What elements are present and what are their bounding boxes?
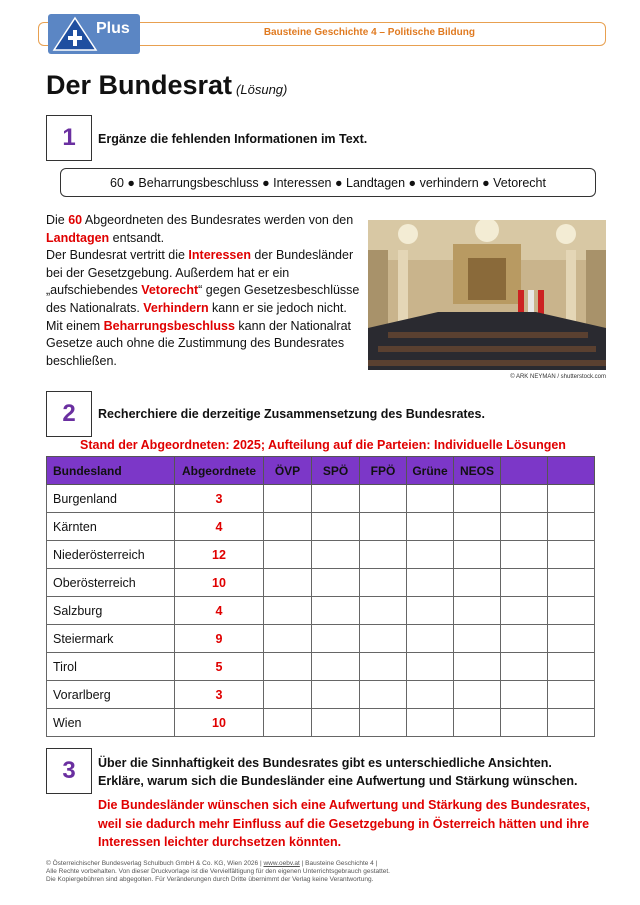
party-cell[interactable] — [264, 653, 312, 681]
footer: © Österreichischer Bundesverlag Schulbuch GmbH & Co. KG, Wien 2026 | www.oebv.at | Bausteine Geschichte 4 | Alle Rechte vorbehalten. Von dieser Druckvorlage ist die Vervielfältigung für den eigenen Unterrichtsgebrauch gestattet. Die Kopiergebühren sind abgegolten. Für Veränderungen durch Dritte übernimmt der Verlag keine Verantwortung. — [46, 860, 390, 883]
party-cell[interactable] — [312, 681, 360, 709]
column-header — [548, 457, 595, 485]
party-cell[interactable] — [407, 709, 454, 737]
bundesrat-table — [46, 456, 595, 737]
party-cell[interactable] — [548, 709, 595, 737]
bundesland-cell: Oberösterreich — [47, 569, 175, 597]
logo-plus-text: Plus — [96, 20, 130, 37]
photo-credit: © ARK NEYMAN / shutterstock.com — [510, 374, 606, 380]
table-row — [47, 485, 595, 513]
column-header: Bundesland — [47, 457, 175, 485]
party-cell[interactable] — [360, 513, 407, 541]
column-header: NEOS — [454, 457, 501, 485]
party-cell[interactable] — [548, 681, 595, 709]
bundesland-cell: Steiermark — [47, 625, 175, 653]
page-subtitle: (Lösung) — [236, 82, 288, 97]
party-cell[interactable] — [454, 485, 501, 513]
task2-instruction: Recherchiere die derzeitige Zusammensetzung des Bundesrates. — [98, 407, 485, 421]
task3-answer: Die Bundesländer wünschen sich eine Aufwertung und Stärkung des Bundesrates, weil sie dadurch mehr Einfluss auf die Gesetzgebung in Österreich hätten und ihre Interessen leichter durchsetzen könnten. — [98, 798, 590, 850]
bundesland-cell: Salzburg — [47, 597, 175, 625]
publisher-link[interactable]: www.oebv.at — [263, 860, 300, 867]
column-header: ÖVP — [264, 457, 312, 485]
bundesland-cell: Tirol — [47, 653, 175, 681]
party-cell[interactable] — [407, 681, 454, 709]
party-cell[interactable] — [264, 709, 312, 737]
party-cell[interactable] — [548, 541, 595, 569]
table-row — [47, 541, 595, 569]
bundesland-cell: Burgenland — [47, 485, 175, 513]
party-cell[interactable] — [501, 597, 548, 625]
answer-beharrungsbeschluss: Beharrungsbeschluss — [103, 318, 235, 333]
table-row — [47, 513, 595, 541]
abgeordnete-cell: 4 — [175, 513, 264, 541]
triangle-logo-icon — [52, 16, 98, 52]
party-cell[interactable] — [501, 625, 548, 653]
party-cell[interactable] — [501, 513, 548, 541]
party-cell[interactable] — [407, 513, 454, 541]
bundesland-cell: Wien — [47, 709, 175, 737]
party-cell[interactable] — [454, 681, 501, 709]
party-cell[interactable] — [264, 625, 312, 653]
party-cell[interactable] — [548, 597, 595, 625]
party-cell[interactable] — [360, 485, 407, 513]
party-cell[interactable] — [501, 485, 548, 513]
table-row — [47, 653, 595, 681]
party-cell[interactable] — [407, 541, 454, 569]
status-line: Stand der Abgeordneten: 2025; Aufteilung auf die Parteien: Individuelle Lösungen — [80, 438, 566, 452]
party-cell[interactable] — [312, 625, 360, 653]
party-cell[interactable] — [312, 653, 360, 681]
answer-verhindern: Verhindern — [143, 300, 209, 315]
table-row — [47, 709, 595, 737]
page-title: Der Bundesrat (Lösung) — [46, 70, 288, 100]
bundesland-cell: Vorarlberg — [47, 681, 175, 709]
party-cell[interactable] — [264, 513, 312, 541]
series-title: Bausteine Geschichte 4 – Politische Bildung — [263, 27, 475, 38]
bundesrat-chamber-photo — [368, 220, 606, 370]
abgeordnete-cell: 3 — [175, 485, 264, 513]
party-cell[interactable] — [312, 485, 360, 513]
column-header: FPÖ — [360, 457, 407, 485]
party-cell[interactable] — [454, 541, 501, 569]
party-cell[interactable] — [454, 597, 501, 625]
task-number-2: 2 — [46, 391, 92, 437]
party-cell[interactable] — [454, 513, 501, 541]
party-cell[interactable] — [454, 625, 501, 653]
abgeordnete-cell: 10 — [175, 709, 264, 737]
party-cell[interactable] — [264, 597, 312, 625]
abgeordnete-cell: 9 — [175, 625, 264, 653]
party-cell[interactable] — [407, 597, 454, 625]
party-cell[interactable] — [454, 709, 501, 737]
party-cell[interactable] — [264, 569, 312, 597]
party-cell[interactable] — [360, 653, 407, 681]
task-number-1: 1 — [46, 115, 92, 161]
column-header: SPÖ — [312, 457, 360, 485]
task-number-3: 3 — [46, 748, 92, 794]
party-cell[interactable] — [548, 653, 595, 681]
party-cell[interactable] — [454, 653, 501, 681]
party-cell[interactable] — [312, 569, 360, 597]
answer-vetorecht: Vetorecht — [141, 283, 199, 298]
answer-interessen: Interessen — [188, 248, 251, 263]
party-cell[interactable] — [360, 709, 407, 737]
cloze-text: Die 60 Abgeordneten des Bundesrates werden von den Landtagen entsandt. Der Bundesrat vertritt die Interessen der Bundesländer bei der Gesetzgebung. Außerdem hat er ein „aufschiebendes Vetorecht“ gegen Gesetzesbeschlüsse des Nationalrats. Verhindern kann er sie jedoch nicht. Mit einem Beharrungsbeschluss kann der Nationalrat Gesetze auch ohne die Zustimmung des Bundesrates beschließen. — [46, 213, 360, 368]
party-cell[interactable] — [360, 569, 407, 597]
party-cell[interactable] — [454, 569, 501, 597]
party-cell[interactable] — [407, 569, 454, 597]
abgeordnete-cell: 4 — [175, 597, 264, 625]
party-cell[interactable] — [548, 569, 595, 597]
task1-instruction: Ergänze die fehlenden Informationen im Text. — [98, 132, 368, 146]
party-cell[interactable] — [360, 541, 407, 569]
party-cell[interactable] — [312, 513, 360, 541]
party-cell[interactable] — [360, 625, 407, 653]
abgeordnete-cell: 3 — [175, 681, 264, 709]
party-cell[interactable] — [407, 653, 454, 681]
party-cell[interactable] — [312, 541, 360, 569]
party-cell[interactable] — [264, 681, 312, 709]
party-cell[interactable] — [312, 709, 360, 737]
bundesland-cell: Niederösterreich — [47, 541, 175, 569]
task3-instruction: Über die Sinnhaftigkeit des Bundesrates gibt es unterschiedliche Ansichten. Erkläre, warum sich die Bundesländer eine Aufwertung und Stärkung wünschen. — [98, 756, 578, 788]
word-bank: 60 ● Beharrungsbeschluss ● Interessen ● Landtagen ● verhindern ● Vetorecht — [60, 168, 596, 197]
column-header: Abgeordnete — [175, 457, 264, 485]
party-cell[interactable] — [360, 597, 407, 625]
party-cell[interactable] — [501, 681, 548, 709]
table-header-row — [47, 457, 595, 485]
table-row — [47, 681, 595, 709]
abgeordnete-cell: 5 — [175, 653, 264, 681]
party-cell[interactable] — [360, 681, 407, 709]
table-row — [47, 597, 595, 625]
party-cell[interactable] — [548, 513, 595, 541]
party-cell[interactable] — [501, 541, 548, 569]
table-row — [47, 625, 595, 653]
answer-60: 60 — [68, 213, 83, 227]
abgeordnete-cell: 12 — [175, 541, 264, 569]
party-cell[interactable] — [501, 709, 548, 737]
party-cell[interactable] — [548, 625, 595, 653]
abgeordnete-cell: 10 — [175, 569, 264, 597]
table-row — [47, 569, 595, 597]
bundesland-cell: Kärnten — [47, 513, 175, 541]
party-cell[interactable] — [312, 597, 360, 625]
party-cell[interactable] — [264, 485, 312, 513]
party-cell[interactable] — [407, 485, 454, 513]
answer-landtagen: Landtagen — [46, 230, 110, 245]
column-header: Grüne — [407, 457, 454, 485]
party-cell[interactable] — [407, 625, 454, 653]
publisher-logo — [48, 14, 140, 54]
column-header — [501, 457, 548, 485]
party-cell[interactable] — [548, 485, 595, 513]
party-cell[interactable] — [264, 541, 312, 569]
party-cell[interactable] — [501, 653, 548, 681]
party-cell[interactable] — [501, 569, 548, 597]
